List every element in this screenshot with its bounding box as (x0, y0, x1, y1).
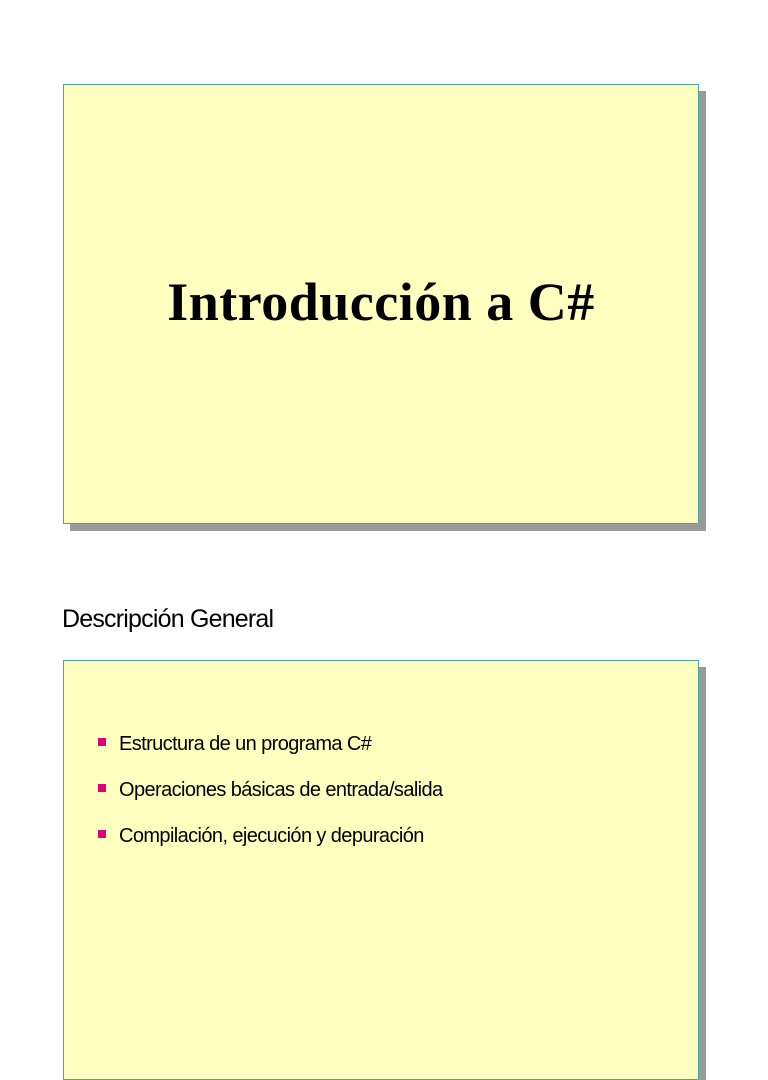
bullet-list (98, 733, 443, 871)
square-bullet-icon (98, 738, 106, 746)
bullet-text: Estructura de un programa C# (119, 733, 372, 755)
bullet-text: Compilación, ejecución y depuración (119, 825, 424, 847)
title-slide (63, 84, 699, 524)
bullet-text: Operaciones básicas de entrada/salida (119, 779, 443, 801)
slide-title: Introducción a C# (167, 272, 595, 332)
list-item (98, 733, 443, 756)
square-bullet-icon (98, 784, 106, 792)
section-heading: Descripción General (62, 605, 274, 633)
list-item (98, 779, 443, 802)
square-bullet-icon (98, 830, 106, 838)
list-item (98, 825, 443, 848)
content-slide (63, 660, 699, 1080)
